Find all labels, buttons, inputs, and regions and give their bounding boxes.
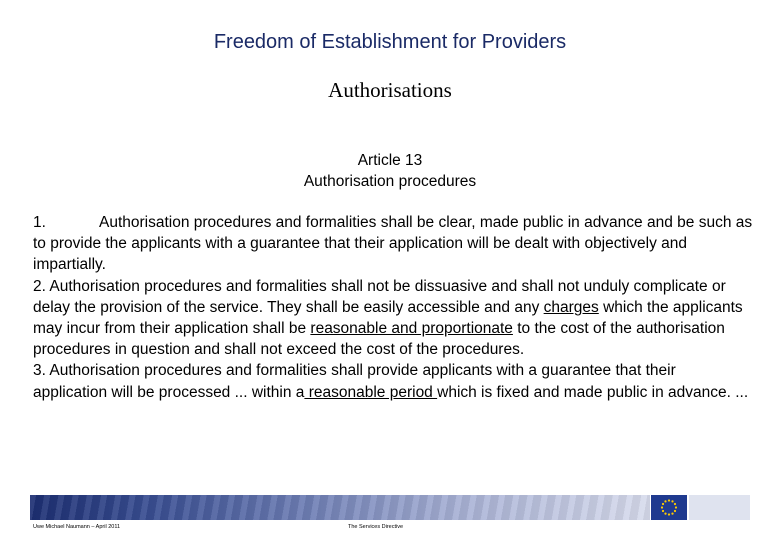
slide-title: Freedom of Establishment for Providers <box>213 31 567 53</box>
paragraph-1 <box>33 212 753 276</box>
reasonable-proportionate-underlined: reasonable and proportionate <box>310 320 513 338</box>
footer-author: Uwe Michael Naumann – April 2011 <box>33 524 121 530</box>
paragraph-3-text-a: 3. Authorisation procedures and formalities shall provide applicants with a guarantee that their application will be processed ... within a <box>33 362 676 401</box>
section-subtitle: Authorisations <box>328 78 452 102</box>
footer-banner-texture <box>30 495 650 520</box>
paragraph-2-text-a: 2. Authorisation procedures and formalities shall not be dissuasive and shall not unduly complicate or delay the provision of the service. They shall be easily accessible and any <box>33 277 726 316</box>
article-title: Authorisation procedures <box>303 173 477 190</box>
footer-title: The Services Directive <box>348 524 404 530</box>
paragraph-1-text: Authorisation procedures and formalities shall be clear, made public in advance and be such as to provide the applicants with a guarantee that their application will be dealt with objectively and impartially. <box>33 214 753 274</box>
paragraph-2-text-b: which the applicants may incur from their application shall be <box>33 298 743 338</box>
charges-underlined: charges <box>543 298 599 316</box>
article-body <box>33 212 753 403</box>
footer-banner-end <box>689 495 750 520</box>
paragraph-3 <box>33 360 753 402</box>
paragraph-3-text-b: which is fixed and made public in advance. ... <box>437 383 749 401</box>
paragraph-2 <box>33 276 753 361</box>
footer-banner <box>30 495 650 520</box>
paragraph-1-number: 1. <box>33 214 46 231</box>
article-heading <box>0 150 780 192</box>
article-number: Article 13 <box>357 152 423 169</box>
eu-flag-icon <box>651 495 687 520</box>
paragraph-2-text-c: to the cost of the authorisation procedures in question and shall not exceed the cost of the procedures. <box>33 320 725 359</box>
reasonable-period-underlined: reasonable period <box>304 383 438 401</box>
